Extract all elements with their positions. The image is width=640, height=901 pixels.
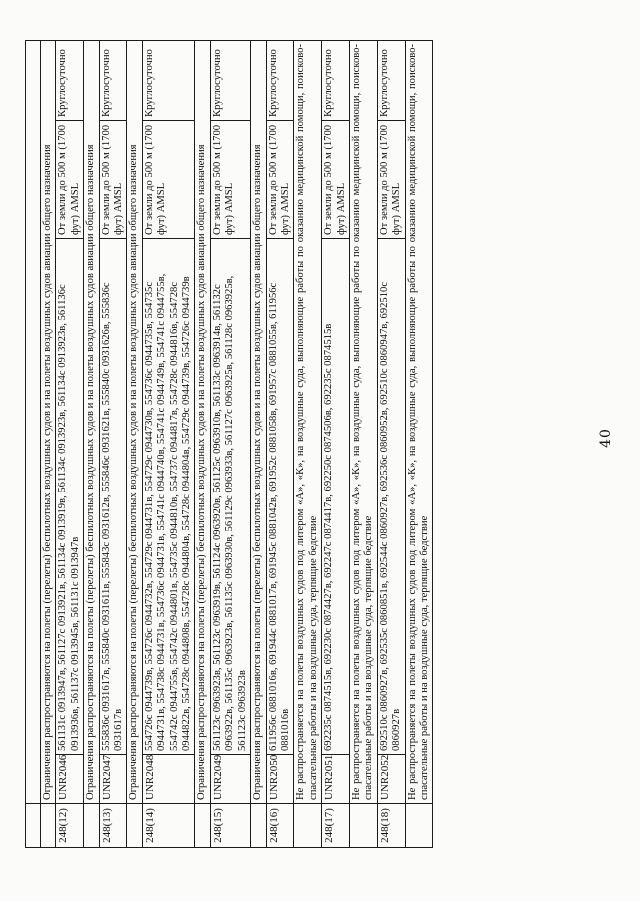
zone-coordinates: 561131с 0913947в, 561127с 0913921в, 561134с 0913919в, 561134с 0913923в, 561134с 0913923в, 561136с 0913936в, 561137с 0913945в, 561131с 0913947в [56, 239, 84, 755]
zone-code: UNR2048 [142, 755, 195, 804]
operating-time: Круглосуточно [322, 41, 350, 121]
blank-number-cell [41, 804, 56, 848]
zone-number: 248(14) [142, 804, 195, 848]
restriction-note: Не распространяется на полеты воздушных судов под литером «А», «К», на воздушные суда, выполняющие работы по оказанию медицинской помощи, поисково-спасательные работы и на воздушные суда, терпящие бедствие [405, 41, 433, 804]
zone-number: 248(15) [210, 804, 250, 848]
zone-code: UNR2047 [99, 755, 127, 804]
zone-code: UNR2052 [377, 755, 405, 804]
zone-code: UNR2046 [56, 755, 84, 804]
restriction-note: Ограничения распространяются на полеты (перелеты) беспилотных воздушных судов и на полеты воздушных судов авиации общего назначения [84, 41, 99, 804]
zone-row [142, 41, 195, 848]
zone-number: 248(12) [56, 804, 84, 848]
zone-code: UNR2049 [210, 755, 250, 804]
operating-time: Круглосуточно [266, 41, 294, 121]
zone-code: UNR2051 [322, 755, 350, 804]
zone-coordinates: 611956с 0881016в, 691944с 0881017в, 691945с 0881042в, 691952с 0881058в, 691957с 0881055в, 611956с 0881016в [266, 239, 294, 755]
blank-number-cell [84, 804, 99, 848]
restriction-note-row [349, 41, 377, 848]
blank-number-cell [251, 804, 266, 848]
rotated-table-area [25, 40, 623, 848]
blank-number-cell [195, 804, 210, 848]
zone-coordinates: 692510с 0860927в, 692535с 0860851в, 692544с 0860927в, 692536с 0860952в, 692510с 0860947в, 692510с 0860927в [377, 239, 405, 755]
restriction-note-row [251, 41, 266, 848]
altitude-limits: От земли до 500 м (1700 фут) AMSL [210, 121, 250, 239]
operating-time: Круглосуточно [56, 41, 84, 121]
airspace-restrictions-table [25, 40, 433, 848]
page-number: 40 [597, 428, 614, 448]
altitude-limits: От земли до 500 м (1700 фут) AMSL [266, 121, 294, 239]
zone-number: 248(18) [377, 804, 405, 848]
restriction-note-row [294, 41, 322, 848]
restriction-note: Не распространяется на полеты воздушных судов под литером «А», «К», на воздушные суда, выполняющие работы по оказанию медицинской помощи, поисково-спасательные работы и на воздушные суда, терпящие бедствие [349, 41, 377, 804]
restriction-note: Ограничения распространяются на полеты (перелеты) беспилотных воздушных судов и на полеты воздушных судов авиации общего назначения [41, 41, 56, 804]
zone-row [56, 41, 84, 848]
blank-number-cell [127, 804, 142, 848]
restriction-note-row [127, 41, 142, 848]
restriction-note-row [84, 41, 99, 848]
altitude-limits: От земли до 500 м (1700 фут) AMSL [322, 121, 350, 239]
restriction-note-row [195, 41, 210, 848]
zone-row [322, 41, 350, 848]
restriction-note: Ограничения распространяются на полеты (перелеты) беспилотных воздушных судов и на полеты воздушных судов авиации общего назначения [195, 41, 210, 804]
blank-number-cell [405, 804, 433, 848]
zone-coordinates: 555836с 0931617в, 555840с 0931611в, 555843с 0931612в, 555846с 0931621в, 555840с 0931626в, 555836с 0931617в [99, 239, 127, 755]
zone-coordinates: 692235с 0874515в, 692230с 0874427в, 692247с 0874417в, 692250с 0874506в, 692235с 0874515в [322, 239, 350, 755]
altitude-limits: От земли до 500 м (1700 фут) AMSL [99, 121, 127, 239]
table-body [26, 41, 433, 848]
zone-number: 248(13) [99, 804, 127, 848]
altitude-limits: От земли до 500 м (1700 фут) AMSL [142, 121, 195, 239]
operating-time: Круглосуточно [210, 41, 250, 121]
zone-number: 248(16) [266, 804, 294, 848]
zone-row [377, 41, 405, 848]
operating-time: Круглосуточно [377, 41, 405, 121]
restriction-note-row [405, 41, 433, 848]
restriction-note-row [41, 41, 56, 848]
restriction-note: Ограничения распространяются на полеты (перелеты) беспилотных воздушных судов и на полеты воздушных судов авиации общего назначения [127, 41, 142, 804]
restriction-note: Ограничения распространяются на полеты (перелеты) беспилотных воздушных судов и на полеты воздушных судов авиации общего назначения [251, 41, 266, 804]
zone-coordinates: 554726с 0944739в, 554726с 0944732в, 554729с 0944731в, 554729с 0944730в, 554736с 0944735в, 554735с 0944731в, 554738с 0944731в, 554736с 0944731в, 554741с 0944740в, 554741с 0944749в, 554741с 0944755в, 554742с 0944755в, 554742с 0944801в, 554735с 0944810в, 554737с 0944817в, 554728с 0944816в, 554728с 0944822в, 554728с 0944808в, 554728с 0944804в, 554728с 0944804в, 554729с 0944739в, 554726с 0944739в [142, 239, 195, 755]
zone-row [266, 41, 294, 848]
zone-coordinates: 561123с 0963923в, 561123с 0963919в, 561124с 0963920в, 561125с 0963910в, 561133с 0963914в, 561132с 0963922в, 561135с 0963923в, 561135с 0963930в, 561129с 0963933в, 561127с 0963925в, 561128с 0963925в, 561123с 0963923в [210, 239, 250, 755]
restriction-note: Не распространяется на полеты воздушных судов под литером «А», «К», на воздушные суда, выполняющие работы по оказанию медицинской помощи, поисково-спасательные работы и на воздушные суда, терпящие бедствие [294, 41, 322, 804]
operating-time: Круглосуточно [142, 41, 195, 121]
zone-code: UNR2050 [266, 755, 294, 804]
blank-cell [26, 41, 41, 804]
blank-number-cell [349, 804, 377, 848]
zone-row [99, 41, 127, 848]
zone-row [210, 41, 250, 848]
altitude-limits: От земли до 500 м (1700 фут) AMSL [377, 121, 405, 239]
blank-cell [26, 804, 41, 848]
table-header-blank-row [26, 41, 41, 848]
altitude-limits: От земли до 500 м (1700 фут) AMSL [56, 121, 84, 239]
operating-time: Круглосуточно [99, 41, 127, 121]
zone-number: 248(17) [322, 804, 350, 848]
blank-number-cell [294, 804, 322, 848]
